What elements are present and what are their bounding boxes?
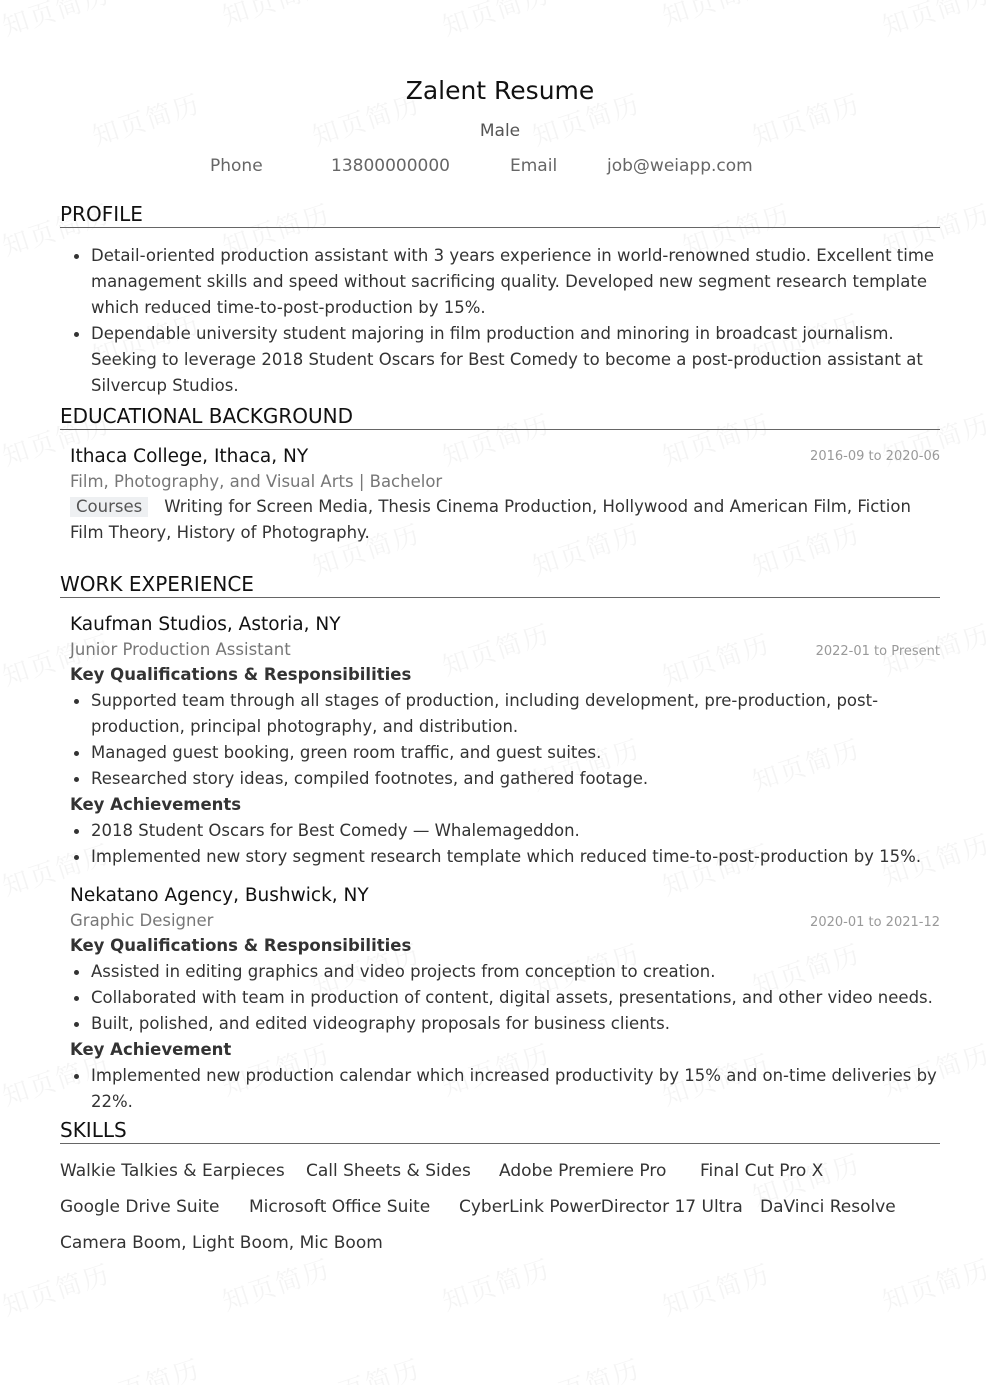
skill-item: Adobe Premiere Pro: [499, 1161, 667, 1181]
work-entry: [70, 883, 940, 1115]
skill-item: CyberLink PowerDirector 17 Ultra: [459, 1197, 743, 1217]
phone-value: 13800000000: [331, 156, 450, 176]
candidate-gender: Male: [479, 121, 521, 141]
job-role: Junior Production Assistant: [70, 640, 291, 659]
section-title-education: EDUCATIONAL BACKGROUND: [60, 404, 940, 430]
courses-tag: Courses: [70, 497, 148, 517]
profile-item: Dependable university student majoring in film production and minoring in broadcast journalism. Seeking to leverage 2018 Student Oscars for Best Comedy to become a post-production assistant at Silvercup Studios.: [70, 321, 940, 399]
profile-item: Detail-oriented production assistant with 3 years experience in world-renowned studio. Excellent time management skills and speed without sacrificing quality. Developed new segment research template which reduced time-to-post-production by 15%.: [70, 243, 940, 321]
qualifications-list: [70, 688, 940, 792]
qualifications-heading: Key Qualifications & Responsibilities: [70, 665, 412, 684]
qualification-item: Supported team through all stages of production, including development, pre-production, post-production, principal photography, and distribution.: [70, 688, 940, 740]
job-dates: 2022-01 to Present: [815, 644, 940, 659]
skill-item: Final Cut Pro X: [700, 1161, 824, 1181]
achievement-item: 2018 Student Oscars for Best Comedy — Whalemageddon.: [70, 818, 940, 844]
achievement-item: Implemented new story segment research template which reduced time-to-post-production by 15%.: [70, 844, 940, 870]
watermark: [0, 1254, 115, 1324]
company-name: Kaufman Studios, Astoria, NY: [70, 614, 341, 635]
watermark: [877, 0, 995, 43]
watermark: [527, 1349, 645, 1385]
watermark: [437, 1249, 555, 1319]
achievements-heading: Key Achievements: [70, 795, 242, 814]
job-role: Graphic Designer: [70, 911, 214, 930]
school-name: Ithaca College, Ithaca, NY: [70, 446, 309, 467]
job-dates: 2020-01 to 2021-12: [810, 915, 940, 930]
achievements-list: [70, 1063, 940, 1115]
qualification-item: Assisted in editing graphics and video projects from conception to creation.: [70, 959, 940, 985]
section-title-profile: PROFILE: [60, 202, 940, 228]
education-dates: 2016-09 to 2020-06: [810, 449, 940, 464]
achievements-heading: Key Achievement: [70, 1040, 232, 1059]
profile-section: [70, 243, 940, 399]
watermark: [437, 0, 555, 43]
section-title-work: WORK EXPERIENCE: [60, 572, 940, 598]
skill-item: DaVinci Resolve: [760, 1197, 896, 1217]
qualifications-list: [70, 959, 940, 1037]
email-label: Email: [510, 156, 558, 176]
qualifications-heading: Key Qualifications & Responsibilities: [70, 936, 412, 955]
watermark: [217, 1249, 335, 1319]
email-value: job@weiapp.com: [607, 156, 753, 176]
skill-item: Microsoft Office Suite: [249, 1197, 431, 1217]
watermark: [0, 0, 115, 43]
watermark: [217, 0, 335, 33]
section-title-skills: SKILLS: [60, 1118, 940, 1144]
qualification-item: Researched story ideas, compiled footnotes, and gathered footage.: [70, 766, 940, 792]
achievements-list: [70, 818, 940, 870]
watermark: [87, 1349, 205, 1385]
watermark: [657, 0, 775, 33]
candidate-name: Zalent Resume: [405, 76, 595, 105]
courses-line: [70, 494, 940, 546]
watermark: [877, 1249, 995, 1319]
education-major: Film, Photography, and Visual Arts | Bachelor: [70, 472, 443, 491]
education-entry: [70, 444, 940, 546]
qualification-item: Built, polished, and edited videography proposals for business clients.: [70, 1011, 940, 1037]
watermark: [307, 1349, 425, 1385]
skill-item: Google Drive Suite: [60, 1197, 220, 1217]
achievement-item: Implemented new production calendar which increased productivity by 15% and on-time deliveries by 22%.: [70, 1063, 940, 1115]
watermark: [657, 1254, 775, 1324]
skill-item: Walkie Talkies & Earpieces: [60, 1161, 285, 1181]
courses-list: Writing for Screen Media, Thesis Cinema Production, Hollywood and American Film, Fiction Film Theory, History of Photography.: [70, 497, 911, 542]
skill-item: Camera Boom, Light Boom, Mic Boom: [60, 1233, 383, 1253]
phone-label: Phone: [210, 156, 263, 176]
qualification-item: Collaborated with team in production of content, digital assets, presentations, and other video needs.: [70, 985, 940, 1011]
company-name: Nekatano Agency, Bushwick, NY: [70, 885, 369, 906]
skill-item: Call Sheets & Sides: [306, 1161, 471, 1181]
work-entry: [70, 612, 940, 870]
qualification-item: Managed guest booking, green room traffic, and guest suites.: [70, 740, 940, 766]
profile-list: [70, 243, 940, 399]
